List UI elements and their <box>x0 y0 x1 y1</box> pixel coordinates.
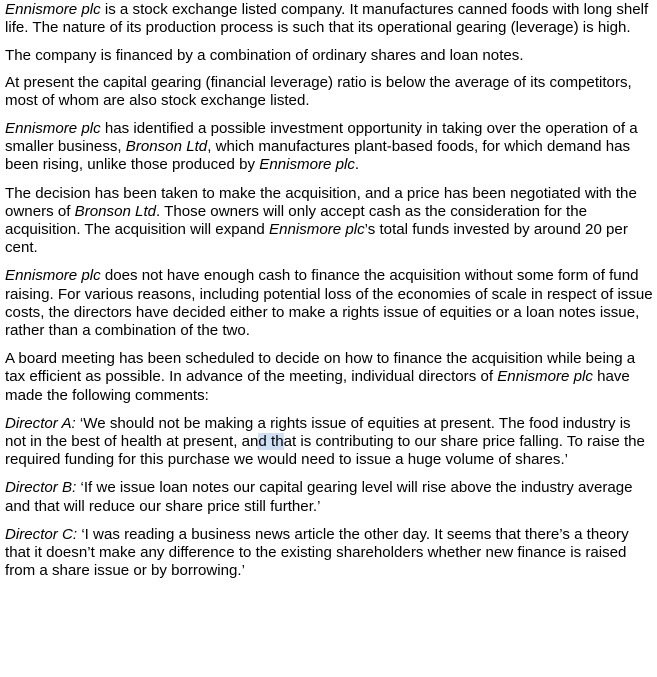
paragraph-director-b <box>5 479 653 515</box>
paragraph-financing <box>5 47 653 65</box>
text-run: have made the following comments: <box>5 368 630 404</box>
director-label: Director A: <box>5 414 76 432</box>
director-label: Director C: <box>5 525 78 543</box>
paragraph-director-a <box>5 415 653 470</box>
company-name: Ennismore plc <box>497 368 593 386</box>
text-run: does not have enough cash to finance the acquisition without some form of fund raising. For various reasons, including potential loss of the economies of scale in respect of issue costs, the directors have decided either to make a rights issue of equities or a loan notes issue, rather than a combination of the two. <box>5 267 653 340</box>
text-run: . Those owners will only accept cash as the consideration for the acquisition. The acquisition will expand <box>5 202 588 239</box>
paragraph-director-c <box>5 526 653 581</box>
director-label: Director B: <box>5 479 77 497</box>
text-run: is a stock exchange listed company. It manufactures canned foods with long shelf life. The nature of its production process is such that its operational gearing (leverage) is high. <box>5 1 649 37</box>
text-run: ‘If we issue loan notes our capital gearing level will rise above the industry average and that will reduce our share price still further.’ <box>5 479 633 515</box>
text-run: , which manufactures plant-based foods, for which demand has been rising, unlike those produced by <box>5 138 631 174</box>
text-selection-highlight[interactable]: d th <box>258 433 284 451</box>
text-run: has identified a possible investment opportunity in taking over the operation of a smaller business, <box>5 120 638 156</box>
company-name: Ennismore plc <box>259 156 355 174</box>
company-name: Ennismore plc <box>269 221 365 239</box>
text-run: A board meeting has been scheduled to decide on how to finance the acquisition while being a tax efficient as possible. In advance of the meeting, individual directors of <box>5 350 636 386</box>
text-run: ’s total funds invested by around 20 per cent. <box>5 221 628 257</box>
text-run: ‘We should not be making a rights issue of equities at present. The food industry is not in the best of health at present, an <box>5 414 631 451</box>
paragraph-opportunity <box>5 120 653 175</box>
paragraph-fund-raising <box>5 267 653 340</box>
target-company-name: Bronson Ltd <box>125 138 208 156</box>
company-name: Ennismore plc <box>5 1 101 18</box>
paragraph-company-intro <box>5 1 653 37</box>
company-name: Ennismore plc <box>5 120 101 138</box>
target-company-name: Bronson Ltd <box>74 202 157 220</box>
text-run: At present the capital gearing (financial leverage) ratio is below the average of its competitors, most of whom are also stock exchange listed. <box>5 73 632 109</box>
paragraph-gearing <box>5 74 653 110</box>
text-run: . <box>354 156 360 174</box>
paragraph-decision <box>5 185 653 258</box>
text-run: at is contributing to our share price falling. To raise the required funding for this purchase we would need to issue a huge volume of shares.’ <box>5 433 645 469</box>
company-name: Ennismore plc <box>5 267 101 285</box>
text-run: The company is financed by a combination of ordinary shares and loan notes. <box>5 47 524 65</box>
text-run: ‘I was reading a business news article the other day. It seems that there’s a theory that it doesn’t make any difference to the existing shareholders whether new finance is raised from a share issue or by borrowing.’ <box>5 525 629 580</box>
paragraph-board-meeting <box>5 350 653 405</box>
text-run: The decision has been taken to make the acquisition, and a price has been negotiated with the owners of <box>5 184 637 220</box>
